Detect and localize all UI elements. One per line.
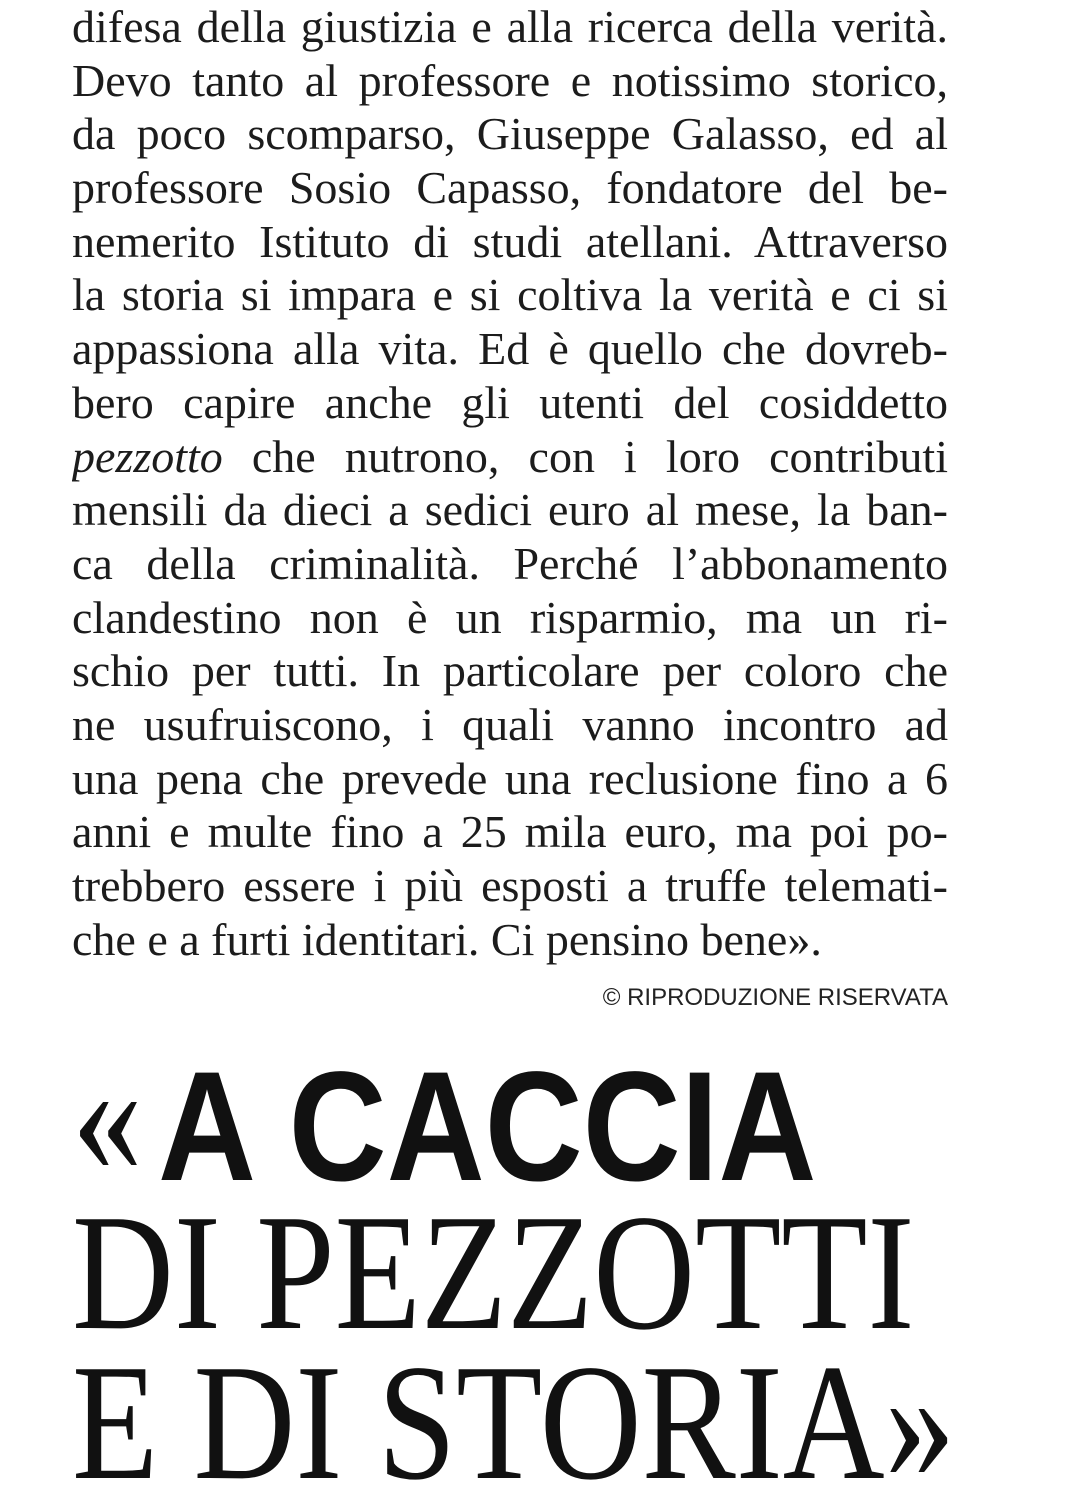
body-line: mensili da dieci a sedici euro al mese, la ban- — [72, 484, 948, 536]
body-line: professore Sosio Capasso, fondatore del be- — [72, 162, 948, 214]
body-line: anni e multe fino a 25 mila euro, ma poi po- — [72, 806, 948, 858]
copyright-notice: © RIPRODUZIONE RISERVATA — [602, 984, 948, 1011]
body-line: trebbero essere i più esposti a truffe telemati- — [72, 860, 948, 911]
body-line: clandestino non è un risparmio, ma un ri- — [72, 591, 948, 643]
body-line: da poco scomparso, Giuseppe Galasso, ed al — [72, 108, 948, 160]
body-line: Devo tanto al professore e notissimo storico, — [72, 54, 948, 106]
body-line-rest: che nutrono, con i loro contributi — [251, 430, 948, 482]
headline-line-2: DI PEZZOTTI — [72, 1180, 915, 1364]
body-line: difesa della giustizia e alla ricerca della verità. — [72, 1, 948, 52]
body-line: ca della criminalità. Perché l’abbonamento — [72, 537, 948, 589]
headline-line-1: A CACCIA — [158, 1040, 817, 1214]
body-line: schio per tutti. In particolare per coloro che — [72, 645, 948, 697]
body-line: la storia si impara e si coltiva la verità e ci si — [72, 269, 948, 321]
body-line: ne usufruiscono, i quali vanno incontro ad — [72, 698, 948, 750]
headline-quote-open: « — [72, 1023, 143, 1207]
body-line — [72, 430, 948, 484]
article-body — [72, 0, 948, 966]
body-line: nemerito Istituto di studi atellani. Attraverso — [72, 215, 948, 267]
body-line: appassiona alla vita. Ed è quello che dovreb- — [72, 323, 948, 375]
body-line-last: che e a furti identitari. Ci pensino bene». — [72, 913, 822, 965]
body-line: bero capire anche gli utenti del cosiddetto — [72, 376, 948, 428]
body-line: una pena che prevede una reclusione fino a 6 — [72, 752, 948, 804]
italic-word: pezzotto — [72, 430, 223, 482]
headline-line-3: E DI STORIA» — [72, 1330, 956, 1496]
